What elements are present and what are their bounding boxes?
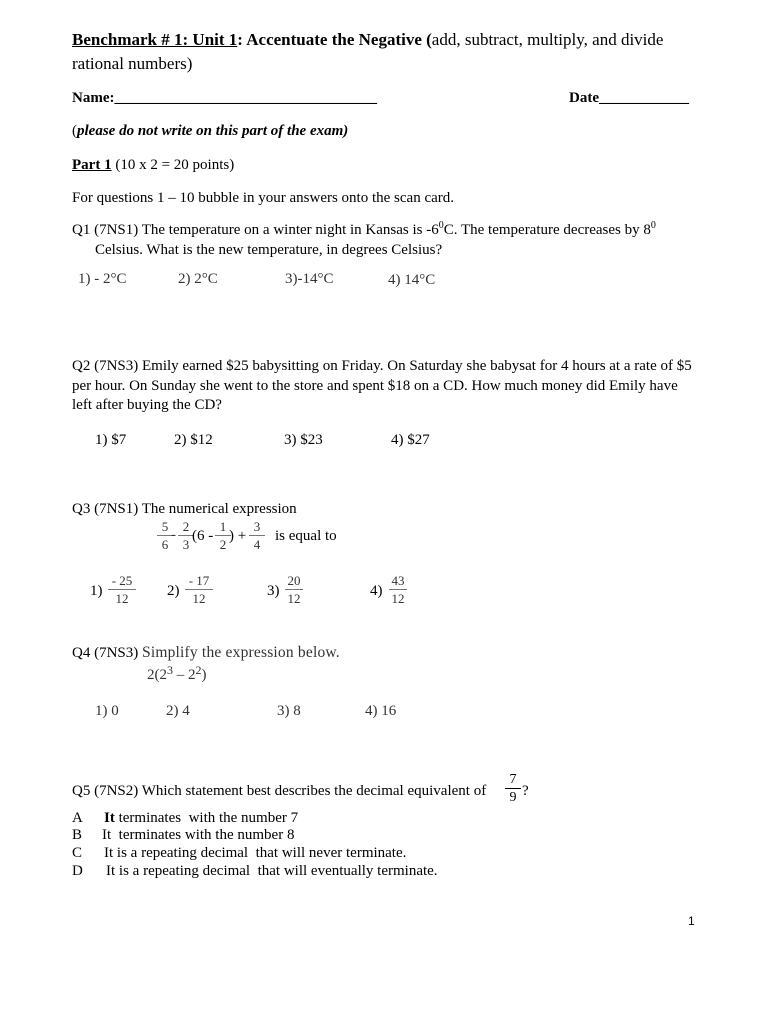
q1-answer-3: 3)-14°C: [285, 271, 334, 287]
frac-numerator: 3: [253, 519, 261, 534]
q1-text-line2: Celsius. What is the new temperature, in degrees Celsius?: [95, 242, 443, 258]
q2-text: Q2 (7NS3) Emily earned $25 babysitting on Friday. On Saturday she babysat for 4 hours at a rate of $5 per hour. On Sunday she went to the store and spent $18 on a CD. How much money did Emily have left after buying the CD?: [72, 358, 692, 413]
date-label: Date: [569, 90, 599, 106]
q1-answer-4: 4) 14°C: [388, 272, 436, 288]
q4-expression: [147, 663, 207, 685]
part1-instructions: For questions 1 – 10 bubble in your answers onto the scan card.: [72, 190, 455, 206]
q4-answer-2: 2) 4: [166, 703, 190, 719]
q3-answer-4-frac: [387, 573, 409, 606]
q3-answer-3-frac: [283, 573, 305, 606]
q3-answer-4-label: 4): [370, 583, 383, 599]
q3-paren-close: ) +: [229, 528, 247, 544]
q1-sup1: 0: [438, 220, 444, 231]
date-blank[interactable]: ____________: [599, 90, 689, 106]
q1-sup2: 0: [650, 220, 656, 231]
unit-topic: Accentuate the Negative (: [242, 30, 432, 49]
q5-frac-7-9: [503, 772, 523, 805]
q5-question-mark: ?: [522, 783, 529, 799]
q3-paren-open: (6 -: [192, 528, 214, 544]
part1-heading: [72, 156, 234, 175]
frac-denominator: 2: [219, 537, 227, 552]
q3-minus: -: [171, 527, 176, 543]
q4-text: [72, 643, 340, 663]
q2-answer-3: 3) $23: [284, 432, 323, 448]
part1-label: Part 1: [72, 157, 112, 173]
q5-option-b-text: It terminates with the number 8: [102, 827, 295, 843]
q3-text: Q3 (7NS1) The numerical expression: [72, 501, 297, 517]
frac-denominator: 12: [287, 591, 301, 606]
option-letter: B: [72, 827, 83, 843]
frac-numerator: 43: [391, 573, 405, 588]
exam-title: [72, 29, 663, 51]
title-colon: :: [237, 30, 243, 49]
q2-answer-4: 4) $27: [391, 432, 430, 448]
q4-expr-a: 2(2: [147, 667, 167, 683]
title-line-2: rational numbers): [72, 54, 193, 73]
q4-instruction: Simplify the expression below.: [142, 644, 340, 661]
q3-suffix: is equal to: [275, 528, 337, 544]
q1-answer-1: 1) - 2°C: [78, 271, 127, 287]
q4-answer-4: 4) 16: [365, 703, 397, 719]
notice-body: please do not write on this part of the exam): [77, 123, 349, 139]
q4-exponent-2: 2: [195, 663, 202, 677]
name-field[interactable]: [72, 89, 377, 108]
q5-text: Q5 (7NS2) Which statement best describes the decimal equivalent of: [72, 783, 487, 799]
frac-numerator: 5: [161, 519, 169, 534]
frac-numerator: - 25: [111, 573, 133, 588]
option-letter: A: [72, 810, 83, 826]
option-text-bold: It: [104, 810, 115, 826]
q5-option-c: [72, 844, 82, 863]
q2-answer-2: 2) $12: [174, 432, 213, 448]
notice-paren: (: [72, 123, 77, 139]
q4-prefix: Q4 (7NS3): [72, 645, 142, 661]
date-field[interactable]: [569, 89, 689, 108]
q5-option-c-text: It is a repeating decimal that will never terminate.: [104, 845, 407, 861]
frac-denominator: 12: [115, 591, 129, 606]
frac-denominator: 9: [509, 790, 517, 805]
q1-text-b: C. The temperature decreases by 8: [443, 222, 651, 238]
frac-denominator: 4: [253, 537, 261, 552]
q2-answer-1: 1) $7: [95, 432, 127, 448]
option-letter: C: [72, 845, 83, 861]
unit-topic-description: add, subtract, multiply, and divide: [431, 30, 664, 49]
q5-option-d: [72, 862, 83, 881]
frac-numerator: 2: [182, 519, 190, 534]
part1-points: (10 x 2 = 20 points): [111, 157, 235, 173]
q1-answer-2: 2) 2°C: [178, 271, 218, 287]
q5-option-b: [72, 826, 82, 845]
frac-denominator: 12: [192, 591, 206, 606]
q3-answer-2-label: 2): [167, 583, 180, 599]
name-blank[interactable]: ___________________________________: [114, 90, 377, 106]
q3-answer-2-frac: [183, 573, 215, 606]
q4-exponent-1: 3: [167, 663, 173, 677]
q3-frac-3-4: [247, 519, 267, 552]
frac-denominator: 6: [161, 537, 169, 552]
q1-text: [72, 221, 656, 241]
frac-numerator: 7: [509, 772, 517, 787]
option-letter: D: [72, 863, 83, 879]
q3-answer-3-label: 3): [267, 583, 280, 599]
page-number: 1: [688, 914, 695, 928]
q3-answer-1-label: 1): [90, 583, 103, 599]
frac-numerator: 20: [287, 573, 301, 588]
q5-option-d-text: It is a repeating decimal that will eventually terminate.: [106, 863, 438, 879]
frac-numerator: 1: [219, 519, 227, 534]
benchmark-label: Benchmark # 1: Unit 1: [72, 30, 238, 49]
q4-answer-1: 1) 0: [95, 703, 119, 719]
name-label: Name:: [72, 90, 115, 106]
q1-text-a: Q1 (7NS1) The temperature on a winter night in Kansas is -6: [72, 222, 439, 238]
frac-numerator: - 17: [188, 573, 210, 588]
q4-answer-3: 3) 8: [277, 703, 301, 719]
frac-denominator: 12: [391, 591, 405, 606]
q3-answer-1-frac: [106, 573, 138, 606]
q4-expr-c: ): [201, 667, 207, 683]
notice-text: [72, 122, 348, 141]
option-text: terminates with the number 7: [114, 810, 299, 826]
q4-expr-b: – 2: [173, 667, 196, 683]
frac-denominator: 3: [182, 537, 190, 552]
